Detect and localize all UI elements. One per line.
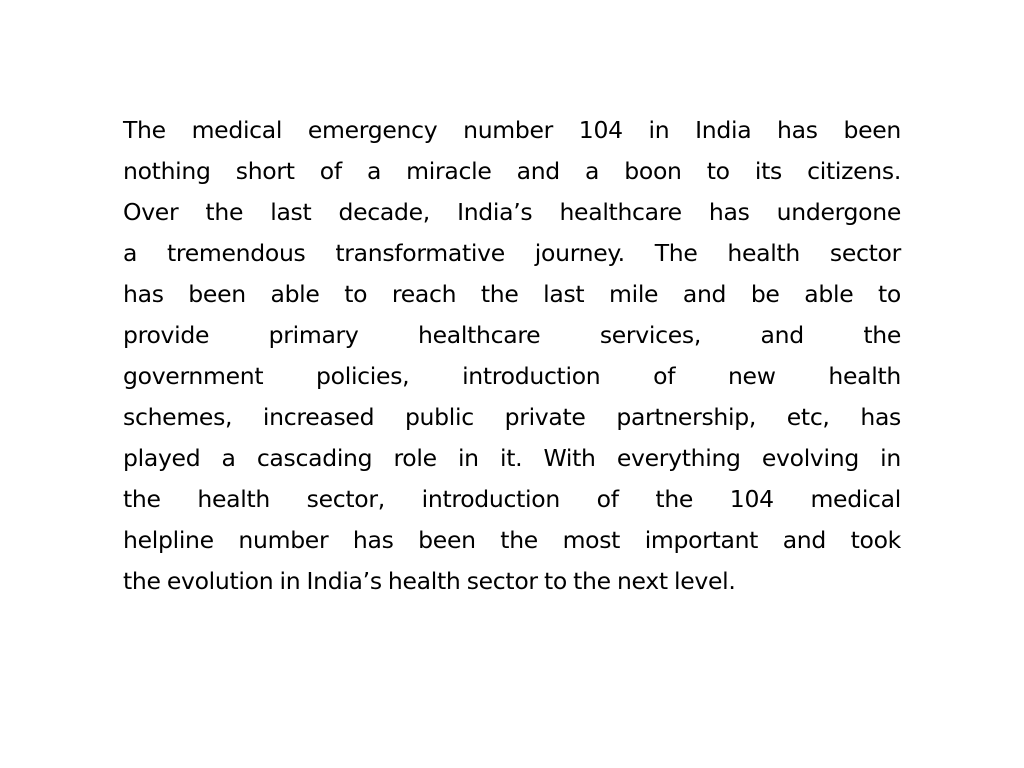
paragraph-line: schemes, increased public private partnership, etc, has	[123, 403, 901, 431]
paragraph-line: government policies, introduction of new health	[123, 362, 901, 390]
body-paragraph	[123, 110, 901, 602]
paragraph-line: a tremendous transformative journey. The health sector	[123, 239, 901, 267]
paragraph-line: has been able to reach the last mile and be able to	[123, 280, 901, 308]
paragraph-line: nothing short of a miracle and a boon to its citizens.	[123, 157, 901, 185]
paragraph-line: the health sector, introduction of the 104 medical	[123, 485, 901, 513]
paragraph-line: played a cascading role in it. With everything evolving in	[123, 444, 901, 472]
paragraph-line: The medical emergency number 104 in India has been	[123, 116, 901, 144]
paragraph-line: Over the last decade, India’s healthcare has undergone	[123, 198, 901, 226]
paragraph-line: the evolution in India’s health sector to the next level.	[123, 567, 736, 595]
paragraph-line: helpline number has been the most important and took	[123, 526, 901, 554]
paragraph-line: provide primary healthcare services, and the	[123, 321, 901, 349]
